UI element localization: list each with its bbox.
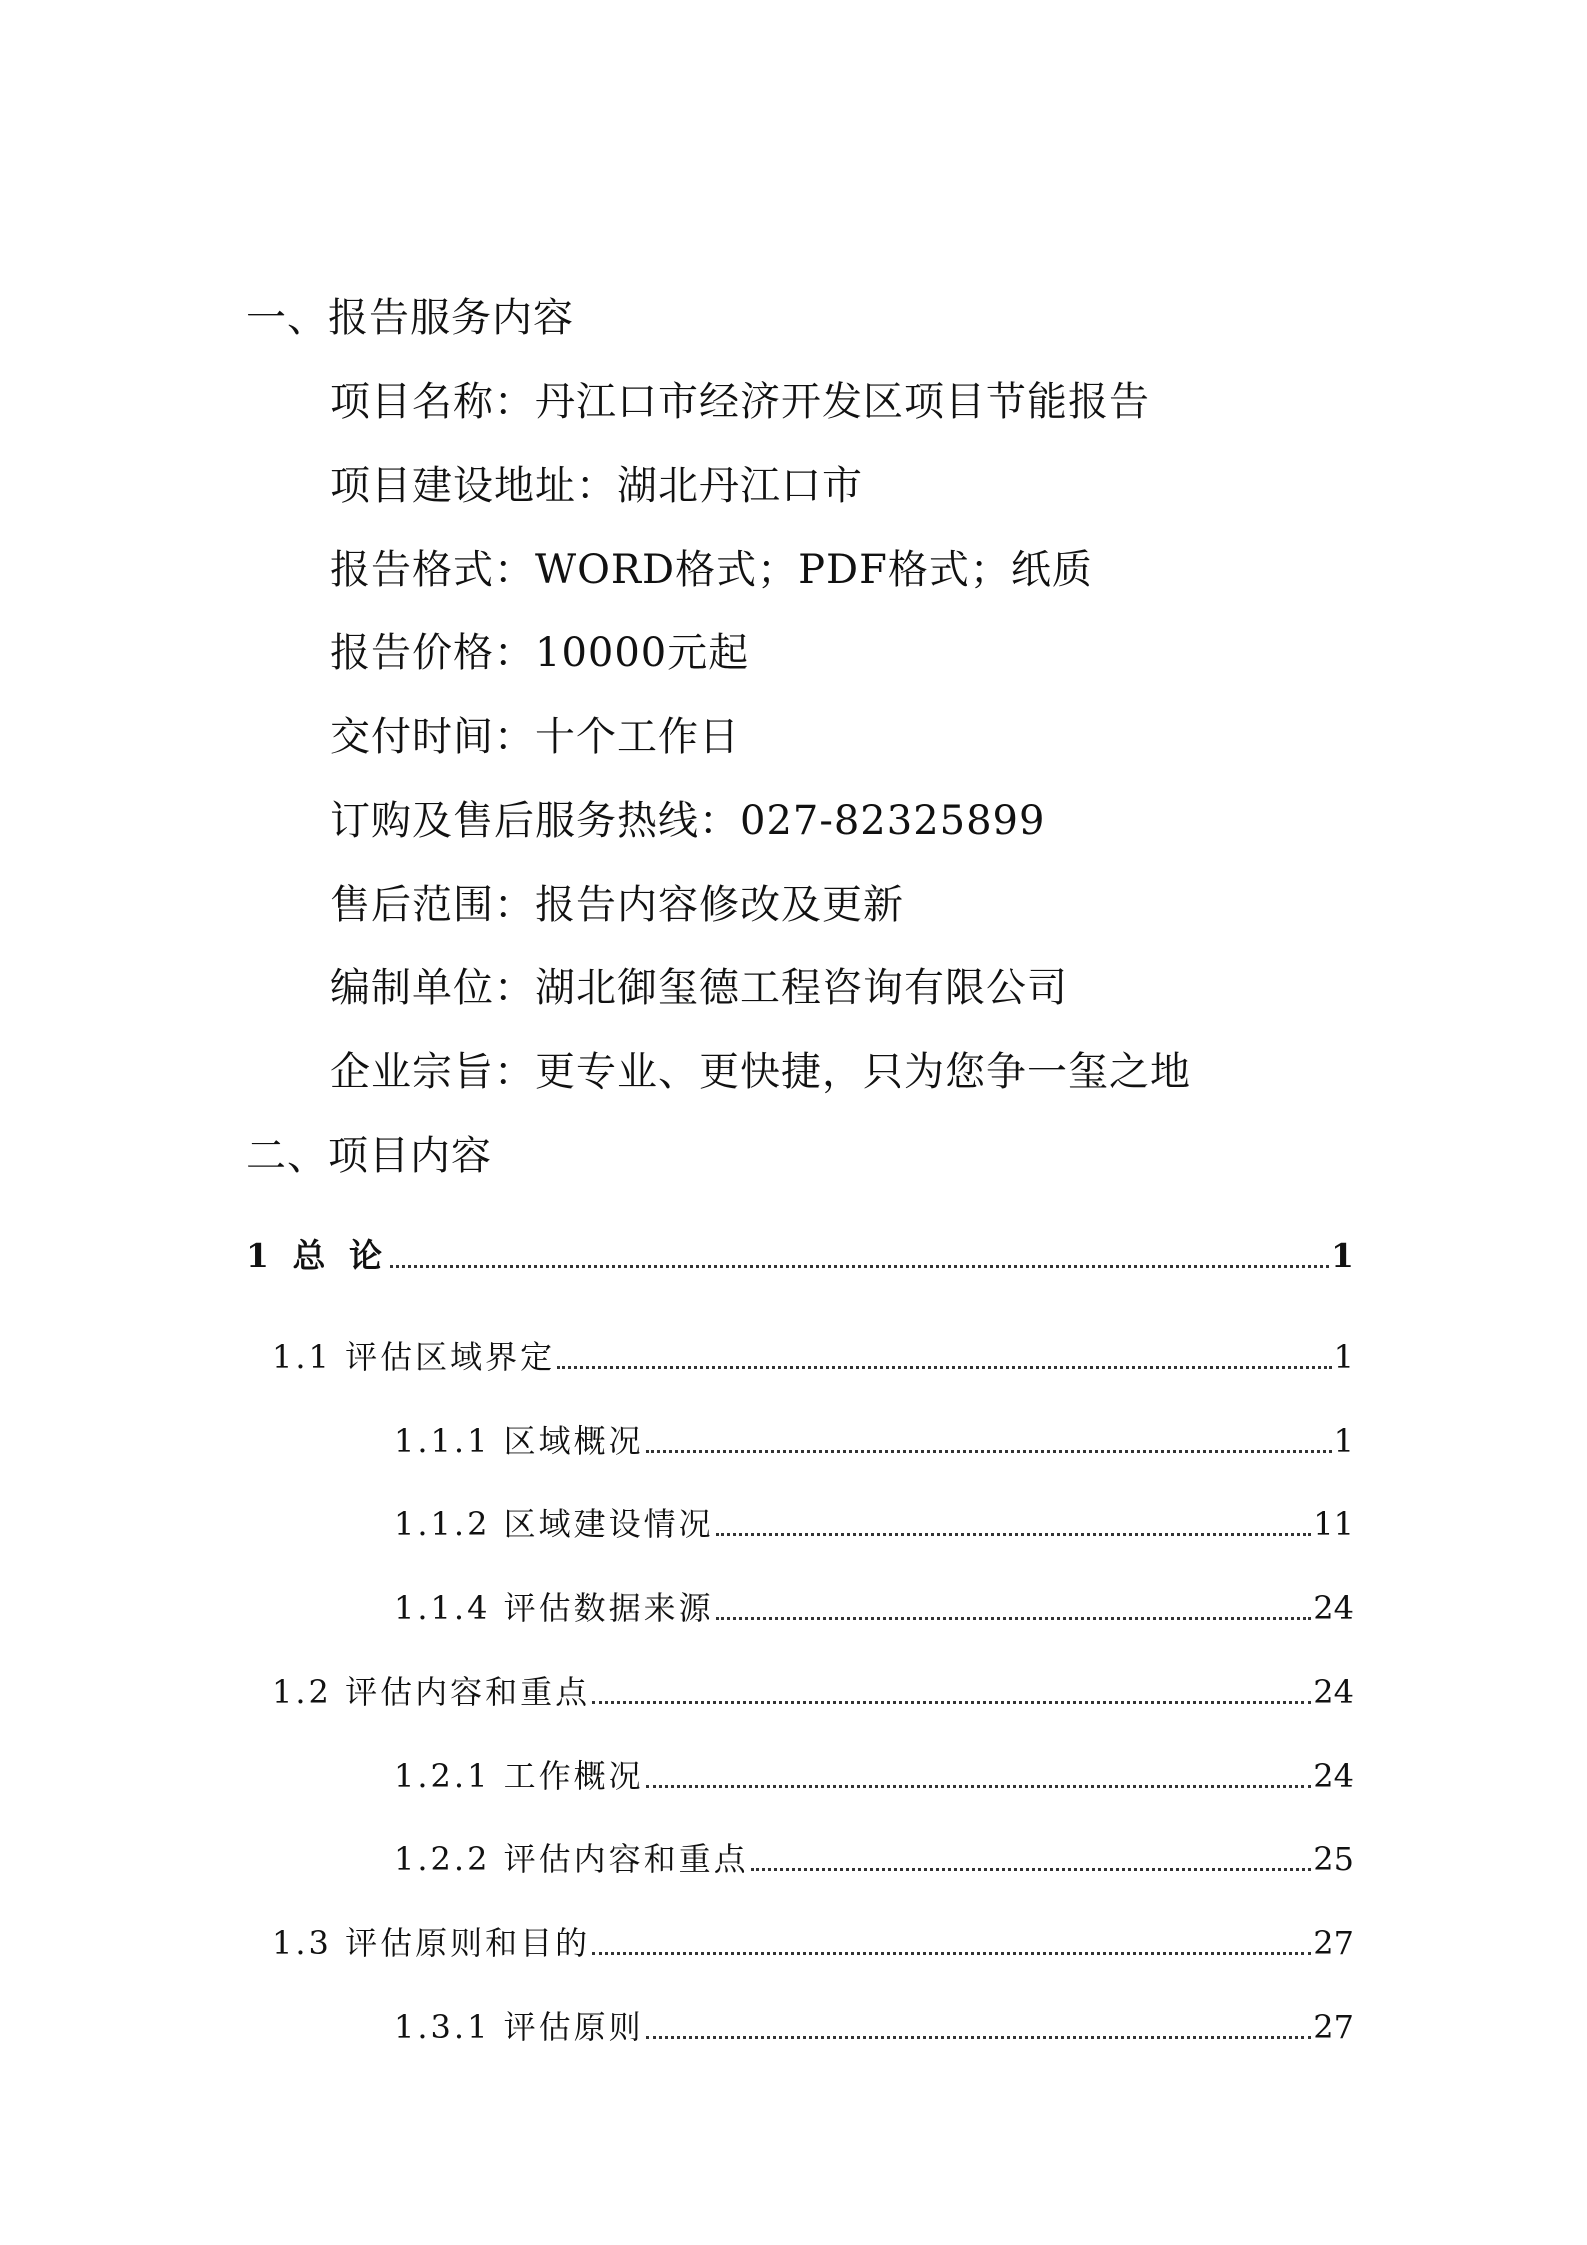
toc-entry[interactable] xyxy=(394,2007,1354,2047)
info-line-after-sales-scope: 售后范围：报告内容修改及更新 xyxy=(330,882,904,928)
toc-page-number: 24 xyxy=(1313,1673,1354,1711)
toc-entry[interactable] xyxy=(394,1504,1354,1544)
info-line-report-price: 报告价格：10000元起 xyxy=(330,630,750,676)
toc-dot-leader xyxy=(390,1264,1329,1268)
toc-entry[interactable] xyxy=(394,1756,1354,1796)
toc-entry[interactable] xyxy=(272,1672,1354,1712)
toc-dot-leader xyxy=(557,1365,1332,1369)
toc-page-number: 11 xyxy=(1313,1505,1354,1543)
section-heading-report-service: 一、报告服务内容 xyxy=(246,295,574,341)
info-line-project-address: 项目建设地址：湖北丹江口市 xyxy=(330,463,863,509)
toc-dot-leader xyxy=(716,1616,1312,1620)
toc-dot-leader xyxy=(751,1867,1312,1871)
toc-page-number: 25 xyxy=(1313,1840,1354,1878)
section-heading-project-content: 二、项目内容 xyxy=(246,1133,492,1179)
toc-entry-label: 1.2.1 工作概况 xyxy=(394,1757,644,1795)
info-line-report-format: 报告格式：WORD格式；PDF格式；纸质 xyxy=(330,547,1093,593)
toc-dot-leader xyxy=(646,1784,1312,1788)
toc-entry[interactable] xyxy=(272,1337,1354,1377)
toc-entry[interactable] xyxy=(394,1839,1354,1879)
info-line-project-name: 项目名称：丹江口市经济开发区项目节能报告 xyxy=(330,379,1150,425)
toc-entry[interactable] xyxy=(246,1236,1354,1276)
toc-entry-label: 1.3 评估原则和目的 xyxy=(272,1924,591,1962)
toc-page-number: 27 xyxy=(1313,1924,1354,1962)
toc-entry-label: 1.3.1 评估原则 xyxy=(394,2008,644,2046)
toc-entry-label: 1.1.1 区域概况 xyxy=(394,1422,644,1460)
toc-dot-leader xyxy=(592,1700,1311,1704)
toc-dot-leader xyxy=(646,1449,1332,1453)
toc-page-number: 1 xyxy=(1333,1422,1354,1460)
toc-entry-label: 1.2.2 评估内容和重点 xyxy=(394,1840,749,1878)
info-line-delivery-time: 交付时间：十个工作日 xyxy=(330,714,740,760)
toc-page-number: 1 xyxy=(1331,1236,1354,1275)
toc-page-number: 27 xyxy=(1313,2008,1354,2046)
toc-page-number: 24 xyxy=(1313,1757,1354,1795)
toc-entry-label: 1.1.4 评估数据来源 xyxy=(394,1589,714,1627)
info-line-service-hotline: 订购及售后服务热线：027-82325899 xyxy=(330,798,1046,844)
toc-entry-label: 1.2 评估内容和重点 xyxy=(272,1673,591,1711)
toc-page-number: 1 xyxy=(1333,1338,1354,1376)
info-line-compiling-unit: 编制单位：湖北御玺德工程咨询有限公司 xyxy=(330,965,1068,1011)
toc-entry-label: 1 总 论 xyxy=(246,1236,388,1275)
toc-entry[interactable] xyxy=(272,1923,1354,1963)
toc-dot-leader xyxy=(646,2035,1312,2039)
toc-dot-leader xyxy=(716,1532,1312,1536)
toc-entry[interactable] xyxy=(394,1588,1354,1628)
toc-dot-leader xyxy=(592,1951,1311,1955)
toc-entry-label: 1.1 评估区域界定 xyxy=(272,1338,556,1376)
toc-page-number: 24 xyxy=(1313,1589,1354,1627)
toc-entry[interactable] xyxy=(394,1421,1354,1461)
toc-entry-label: 1.1.2 区域建设情况 xyxy=(394,1505,714,1543)
info-line-company-tenet: 企业宗旨：更专业、更快捷，只为您争一玺之地 xyxy=(330,1049,1191,1095)
